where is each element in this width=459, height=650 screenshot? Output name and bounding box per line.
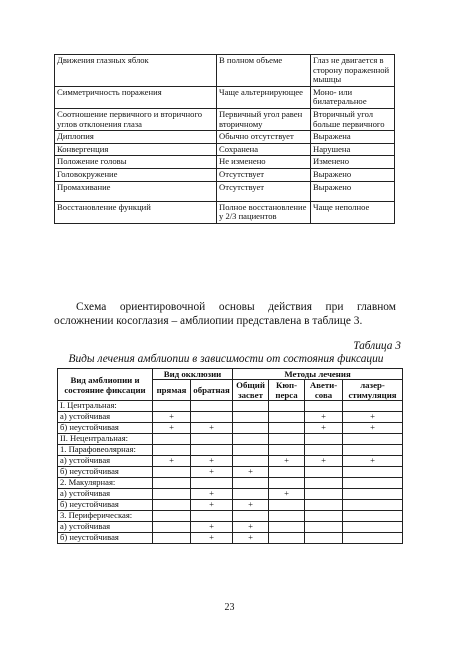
treatment-row bbox=[58, 401, 403, 412]
comparison-cell: Отсутствует bbox=[217, 181, 311, 201]
comparison-cell: Выражена bbox=[311, 131, 395, 144]
comparison-row bbox=[55, 108, 395, 130]
treatment-mark-cell bbox=[343, 500, 403, 511]
comparison-cell: Чаще неполное bbox=[311, 201, 395, 223]
header-occlusion: Вид окклюзии bbox=[153, 369, 233, 380]
treatment-row-label: а) устойчивая bbox=[58, 522, 153, 533]
treatment-row bbox=[58, 533, 403, 544]
treatment-mark-cell bbox=[191, 434, 233, 445]
treatment-mark-cell: + bbox=[153, 412, 191, 423]
treatment-row bbox=[58, 511, 403, 522]
treatment-mark-cell: + bbox=[305, 412, 343, 423]
comparison-cell: Положение головы bbox=[55, 156, 217, 169]
treatment-mark-cell bbox=[343, 401, 403, 412]
treatment-row bbox=[58, 434, 403, 445]
header-amblyopia-type: Вид амблиопии и состояние фиксации bbox=[58, 369, 153, 401]
treatment-table bbox=[57, 368, 403, 544]
treatment-mark-cell bbox=[269, 412, 305, 423]
treatment-mark-cell bbox=[153, 511, 191, 522]
treatment-table-body bbox=[58, 401, 403, 544]
header-general-light: Общий засвет bbox=[233, 380, 269, 401]
comparison-cell: Полное восстановление у 2/3 пациентов bbox=[217, 201, 311, 223]
header-reverse: обратная bbox=[191, 380, 233, 401]
treatment-mark-cell bbox=[305, 500, 343, 511]
treatment-row-label: б) неустойчивая bbox=[58, 500, 153, 511]
comparison-row bbox=[55, 156, 395, 169]
header-kupers: Кюп-перса bbox=[269, 380, 305, 401]
comparison-cell: Конвергенция bbox=[55, 143, 217, 156]
treatment-mark-cell bbox=[233, 412, 269, 423]
treatment-row-label: б) неустойчивая bbox=[58, 467, 153, 478]
treatment-mark-cell bbox=[305, 478, 343, 489]
treatment-mark-cell: + bbox=[191, 489, 233, 500]
comparison-cell: Обычно отсутствует bbox=[217, 131, 311, 144]
treatment-mark-cell bbox=[233, 445, 269, 456]
treatment-mark-cell: + bbox=[233, 467, 269, 478]
comparison-cell: Восстановление функций bbox=[55, 201, 217, 223]
treatment-mark-cell bbox=[269, 533, 305, 544]
comparison-cell: Выражено bbox=[311, 181, 395, 201]
treatment-mark-cell bbox=[343, 467, 403, 478]
treatment-row bbox=[58, 445, 403, 456]
header-methods: Методы лечения bbox=[233, 369, 403, 380]
comparison-row bbox=[55, 143, 395, 156]
treatment-mark-cell bbox=[305, 511, 343, 522]
treatment-row-label: 2. Макулярная: bbox=[58, 478, 153, 489]
comparison-cell: Промахивание bbox=[55, 181, 217, 201]
comparison-cell: Чаще альтернирующее bbox=[217, 86, 311, 108]
treatment-mark-cell bbox=[343, 522, 403, 533]
treatment-row-label: II. Нецентральная: bbox=[58, 434, 153, 445]
table-caption: Виды лечения амблиопии в зависимости от состояния фиксации bbox=[68, 353, 384, 365]
treatment-mark-cell bbox=[233, 401, 269, 412]
treatment-mark-cell bbox=[343, 489, 403, 500]
treatment-mark-cell bbox=[153, 522, 191, 533]
comparison-row bbox=[55, 55, 395, 87]
treatment-mark-cell bbox=[269, 434, 305, 445]
treatment-row bbox=[58, 522, 403, 533]
treatment-mark-cell bbox=[269, 478, 305, 489]
comparison-cell: Диплопия bbox=[55, 131, 217, 144]
comparison-cell: Отсутствует bbox=[217, 168, 311, 181]
comparison-row bbox=[55, 168, 395, 181]
treatment-mark-cell: + bbox=[191, 533, 233, 544]
treatment-mark-cell bbox=[233, 478, 269, 489]
header-avetisov: Авети-сова bbox=[305, 380, 343, 401]
treatment-row bbox=[58, 412, 403, 423]
treatment-mark-cell bbox=[191, 401, 233, 412]
treatment-mark-cell bbox=[153, 434, 191, 445]
comparison-cell: Симметричность поражения bbox=[55, 86, 217, 108]
treatment-mark-cell: + bbox=[233, 522, 269, 533]
treatment-row bbox=[58, 478, 403, 489]
treatment-mark-cell: + bbox=[305, 456, 343, 467]
treatment-mark-cell bbox=[233, 511, 269, 522]
treatment-mark-cell: + bbox=[191, 467, 233, 478]
treatment-mark-cell bbox=[153, 445, 191, 456]
page-number: 23 bbox=[224, 602, 235, 613]
table-number: Таблица 3 bbox=[353, 340, 401, 352]
treatment-mark-cell: + bbox=[343, 423, 403, 434]
comparison-row bbox=[55, 131, 395, 144]
treatment-row-label: 1. Парафовеолярная: bbox=[58, 445, 153, 456]
treatment-mark-cell: + bbox=[233, 500, 269, 511]
treatment-mark-cell bbox=[305, 401, 343, 412]
treatment-mark-cell bbox=[153, 533, 191, 544]
treatment-mark-cell bbox=[305, 445, 343, 456]
comparison-row bbox=[55, 201, 395, 223]
treatment-mark-cell: + bbox=[305, 423, 343, 434]
treatment-mark-cell: + bbox=[233, 533, 269, 544]
treatment-row bbox=[58, 456, 403, 467]
header-direct: прямая bbox=[153, 380, 191, 401]
treatment-row bbox=[58, 467, 403, 478]
treatment-row bbox=[58, 423, 403, 434]
treatment-row-label: I. Центральная: bbox=[58, 401, 153, 412]
treatment-mark-cell: + bbox=[153, 456, 191, 467]
treatment-mark-cell bbox=[191, 412, 233, 423]
treatment-mark-cell bbox=[305, 522, 343, 533]
treatment-mark-cell bbox=[269, 445, 305, 456]
treatment-mark-cell bbox=[153, 500, 191, 511]
treatment-mark-cell bbox=[343, 434, 403, 445]
comparison-table bbox=[54, 54, 395, 224]
treatment-row bbox=[58, 500, 403, 511]
treatment-mark-cell: + bbox=[343, 412, 403, 423]
treatment-mark-cell bbox=[269, 467, 305, 478]
treatment-mark-cell bbox=[305, 467, 343, 478]
treatment-mark-cell bbox=[269, 511, 305, 522]
comparison-cell: Глаз не двигается в сторону пораженной мышцы bbox=[311, 55, 395, 87]
treatment-mark-cell bbox=[233, 489, 269, 500]
treatment-mark-cell bbox=[153, 467, 191, 478]
treatment-mark-cell bbox=[153, 489, 191, 500]
header-laser: лазер-стимуляция bbox=[343, 380, 403, 401]
treatment-mark-cell bbox=[191, 445, 233, 456]
comparison-row bbox=[55, 86, 395, 108]
treatment-mark-cell bbox=[153, 478, 191, 489]
treatment-mark-cell: + bbox=[343, 456, 403, 467]
treatment-row-label: 3. Периферическая: bbox=[58, 511, 153, 522]
comparison-cell: Движения глазных яблок bbox=[55, 55, 217, 87]
comparison-cell: Вторичный угол больше первичного bbox=[311, 108, 395, 130]
treatment-mark-cell: + bbox=[269, 456, 305, 467]
treatment-table-head bbox=[58, 369, 403, 401]
comparison-cell: Нарушена bbox=[311, 143, 395, 156]
treatment-mark-cell bbox=[153, 401, 191, 412]
comparison-cell: Головокружение bbox=[55, 168, 217, 181]
treatment-row-label: б) неустойчивая bbox=[58, 533, 153, 544]
treatment-mark-cell bbox=[305, 489, 343, 500]
treatment-mark-cell bbox=[343, 511, 403, 522]
body-paragraph bbox=[54, 301, 396, 328]
treatment-mark-cell bbox=[305, 533, 343, 544]
comparison-cell: Сохранена bbox=[217, 143, 311, 156]
treatment-mark-cell bbox=[305, 434, 343, 445]
treatment-mark-cell bbox=[343, 533, 403, 544]
comparison-cell: Первичный угол равен вторичному bbox=[217, 108, 311, 130]
comparison-table-body bbox=[55, 55, 395, 224]
comparison-cell: Моно- или билатеральное bbox=[311, 86, 395, 108]
treatment-mark-cell bbox=[269, 500, 305, 511]
treatment-mark-cell bbox=[343, 445, 403, 456]
treatment-mark-cell bbox=[269, 522, 305, 533]
comparison-cell: Выражено bbox=[311, 168, 395, 181]
treatment-row-label: б) неустойчивая bbox=[58, 423, 153, 434]
comparison-cell: Изменено bbox=[311, 156, 395, 169]
comparison-row bbox=[55, 181, 395, 201]
treatment-mark-cell: + bbox=[153, 423, 191, 434]
treatment-row-label: а) устойчивая bbox=[58, 412, 153, 423]
treatment-mark-cell bbox=[191, 478, 233, 489]
treatment-row-label: а) устойчивая bbox=[58, 456, 153, 467]
treatment-mark-cell: + bbox=[191, 456, 233, 467]
treatment-row-label: а) устойчивая bbox=[58, 489, 153, 500]
treatment-mark-cell bbox=[233, 456, 269, 467]
treatment-mark-cell bbox=[233, 423, 269, 434]
comparison-cell: Соотношение первичного и вторичного углов отклонения глаза bbox=[55, 108, 217, 130]
treatment-mark-cell: + bbox=[191, 500, 233, 511]
treatment-row bbox=[58, 489, 403, 500]
treatment-mark-cell bbox=[191, 511, 233, 522]
treatment-mark-cell bbox=[269, 401, 305, 412]
treatment-mark-cell bbox=[269, 423, 305, 434]
treatment-mark-cell: + bbox=[269, 489, 305, 500]
comparison-cell: В полном объеме bbox=[217, 55, 311, 87]
treatment-mark-cell bbox=[233, 434, 269, 445]
treatment-mark-cell: + bbox=[191, 423, 233, 434]
paragraph-text: Схема ориентировочной основы действия при главном осложнении косоглазия – амблиопии представлена в таблице 3. bbox=[54, 301, 396, 327]
comparison-cell: Не изменено bbox=[217, 156, 311, 169]
treatment-mark-cell: + bbox=[191, 522, 233, 533]
treatment-mark-cell bbox=[343, 478, 403, 489]
